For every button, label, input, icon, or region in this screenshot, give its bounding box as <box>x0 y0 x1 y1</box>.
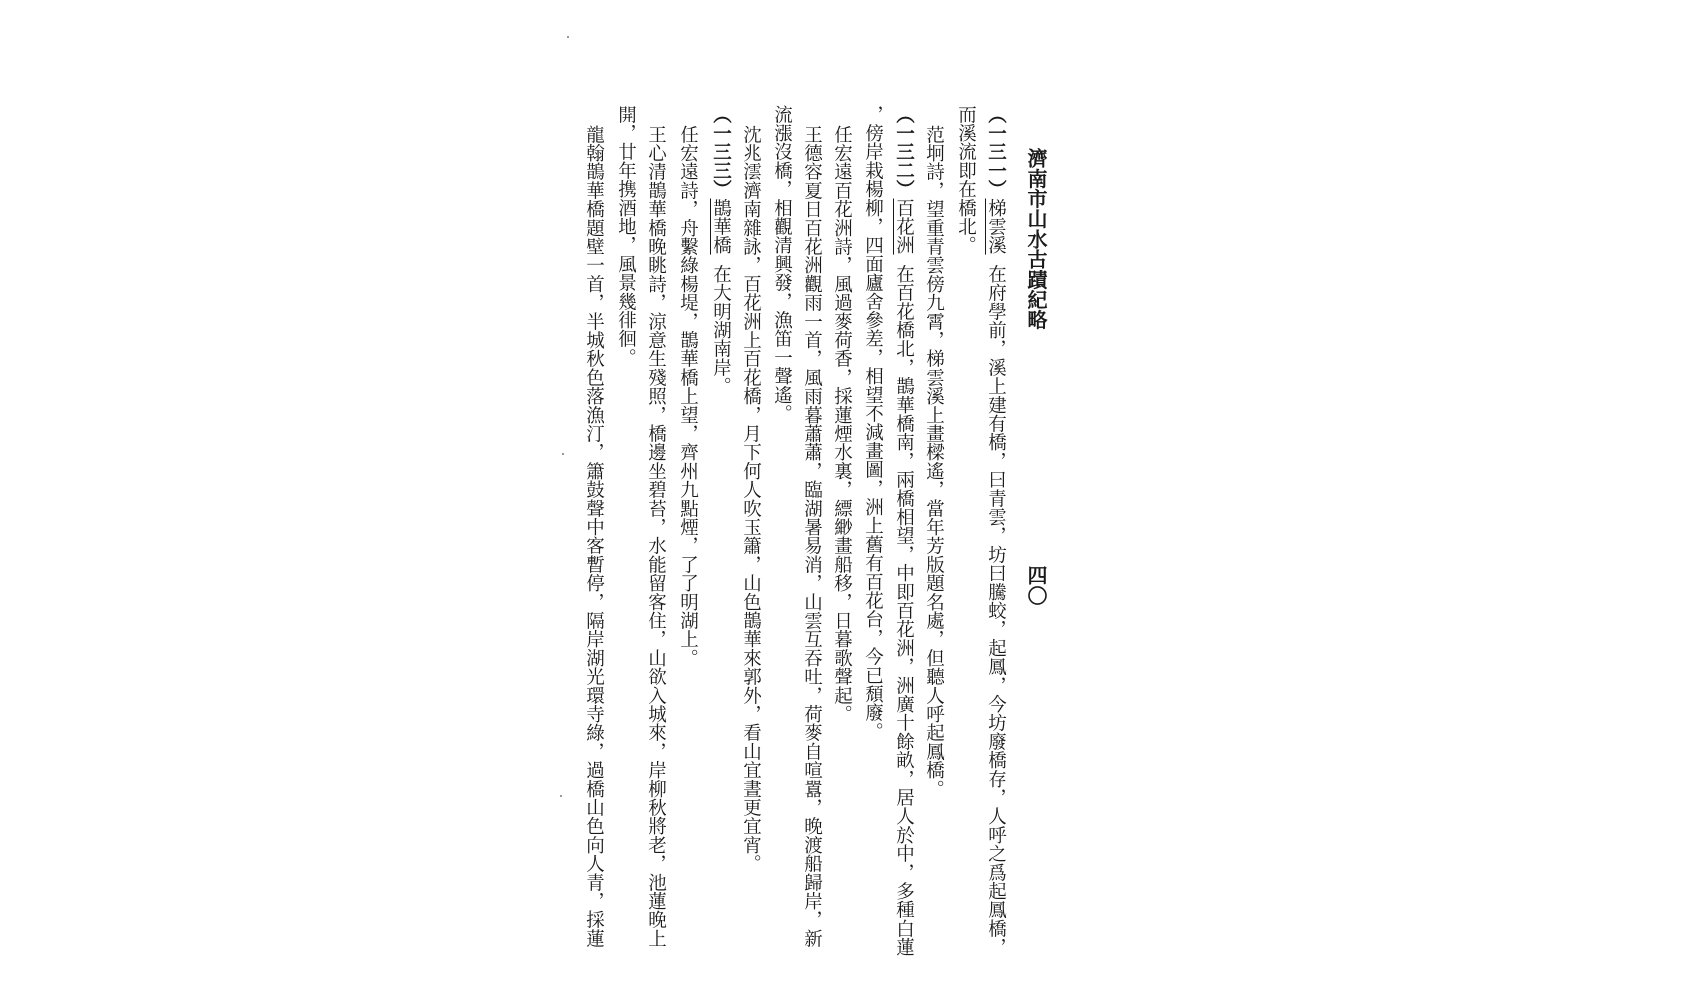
scan-speck <box>560 795 562 797</box>
poem-text: 任宏遠詩，舟繫綠楊堤，鵲華橋上望，齊州九點煙，了了明湖上。 <box>677 125 699 668</box>
poem-text: 王心清鵲華橋晚眺詩，涼意生殘照，橋邊坐碧苔，水能留客住，山欲入城來，岸柳秋將老，池蓮晚上 <box>645 125 667 948</box>
poem-text: 流漲沒橋，相觀清興發，漁笛一聲遙。 <box>771 105 793 423</box>
scan-speck <box>562 453 564 455</box>
text-column-14 <box>584 125 603 948</box>
text-column-12 <box>646 125 665 948</box>
entry-text: 在百花橋北，鵲華橋南，兩橋相望，中即百花洲，洲廣十餘畝，居人於中，多種白蓮 <box>893 264 915 957</box>
entry-marker-133: （一三三） <box>710 105 732 199</box>
page-number: 四〇 <box>1024 565 1048 606</box>
entry-marker-132: （一三二） <box>893 105 915 199</box>
poem-text: 范坰詩，望重青雲傍九霄，梯雲溪上畫樑遙，當年芳版題名處，但聽人呼起鳳橋。 <box>923 125 945 799</box>
entry-marker-131: （一三一） <box>985 105 1007 199</box>
entry-title-133: 鵲華橋 <box>710 198 732 255</box>
entry-text: 而溪流即在橋北。 <box>955 105 977 255</box>
text-column-5 <box>863 105 882 741</box>
text-column-10 <box>711 105 730 396</box>
text-column-7 <box>802 125 821 948</box>
entry-title-131: 梯雲溪 <box>985 198 1007 255</box>
text-column-6 <box>832 125 851 723</box>
entry-text: 在府學前，溪上建有橋，曰青雲，坊曰騰蛟，起鳳，今坊廢橋存，人呼之爲起鳳橋， <box>985 264 1007 957</box>
text-column-8 <box>772 105 791 423</box>
poem-text: 王德容夏日百花洲觀雨一首，風雨暮蕭蕭，臨湖暑易消，山雲互吞吐，荷麥自喧囂，晚渡船歸岸，新 <box>801 125 823 948</box>
page-title: 濟南市山水古蹟紀略 <box>1024 148 1048 330</box>
text-column-9 <box>741 125 760 873</box>
text-column-11 <box>678 125 697 667</box>
text-column-4 <box>894 105 913 957</box>
text-column-3 <box>924 125 943 798</box>
entry-text: ，傍岸栽楊柳，四面廬舍參差，相望不減畫圖，洲上舊有百花台，今已頹廢。 <box>862 105 884 741</box>
text-column-13 <box>616 105 635 367</box>
text-column-1 <box>986 105 1005 957</box>
poem-text: 任宏遠百花洲詩，風過麥荷香，採蓮煙水裏，縹緲畫船移，日暮歌聲起。 <box>831 125 853 724</box>
entry-title-132: 百花洲 <box>893 198 915 255</box>
poem-text: 沈兆澐濟南雜詠，百花洲上百花橋，月下何人吹玉簫，山色鵲華來郭外，看山宜晝更宜宵。 <box>740 125 762 873</box>
text-column-2 <box>956 105 975 255</box>
entry-text: 在大明湖南岸。 <box>710 264 732 396</box>
poem-text: 開，廿年携酒地，風景幾徘徊。 <box>615 105 637 367</box>
poem-text: 龍翰鵲華橋題壁一首，半城秋色落漁汀，簫鼓聲中客暫停，隔岸湖光環寺綠，過橋山色向人青，採蓮 <box>583 125 605 948</box>
scan-speck <box>567 36 569 38</box>
